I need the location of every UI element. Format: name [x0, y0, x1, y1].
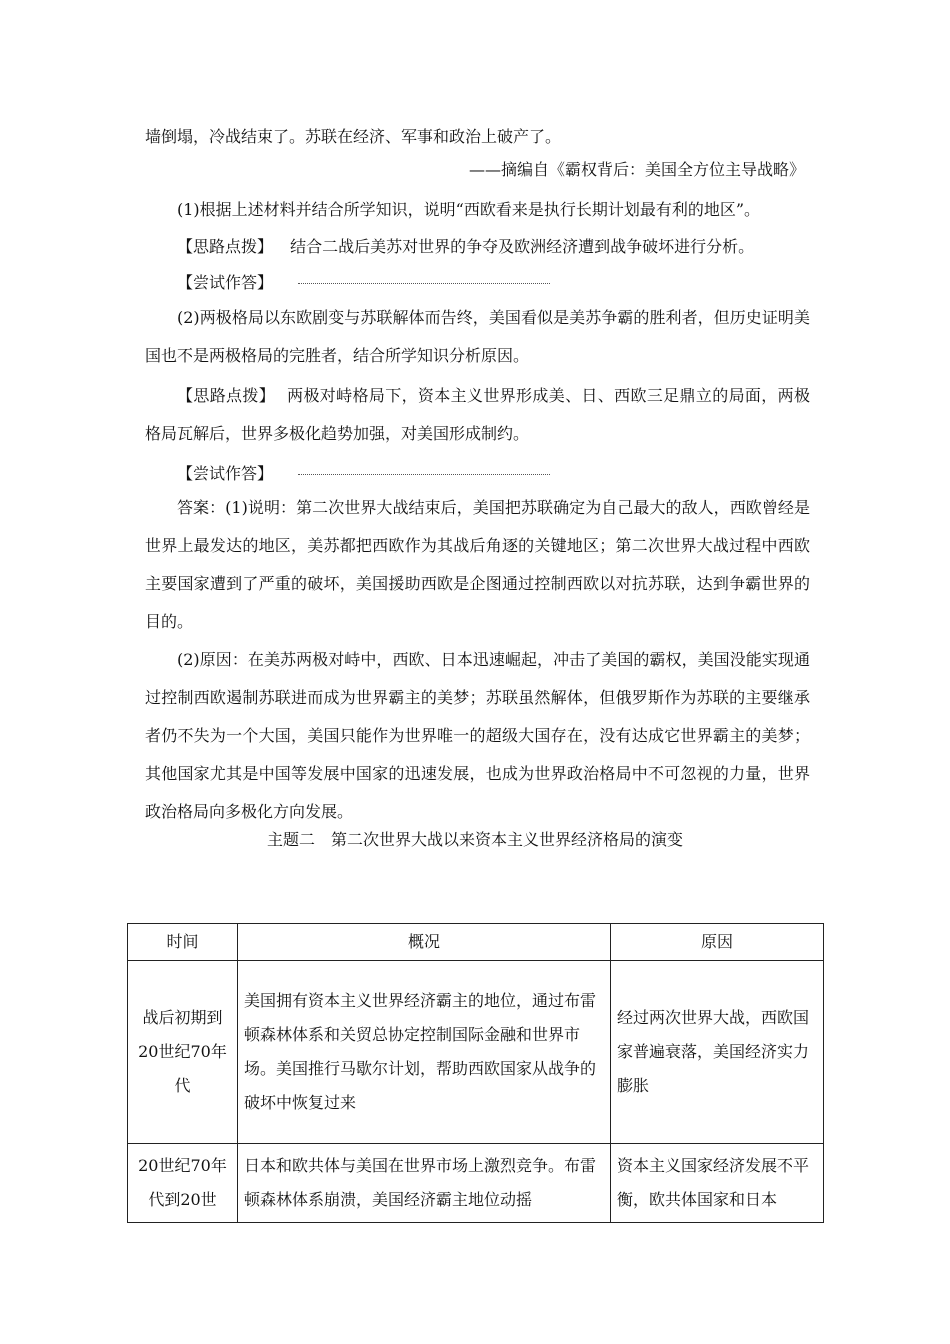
hint-1-label: 【思路点拨】	[177, 237, 274, 256]
attempt-2	[177, 463, 550, 485]
topic-title: 主题二 第二次世界大战以来资本主义世界经济格局的演变	[266, 830, 683, 849]
cell-overview: 美国拥有资本主义世界经济霸主的地位，通过布雷顿森林体系和关贸总协定控制国际金融和世界市场。美国推行马歇尔计划，帮助西欧国家从战争的破坏中恢复过来	[238, 961, 611, 1144]
table-row	[128, 1144, 824, 1223]
attempt-2-label: 【尝试作答】	[177, 464, 274, 483]
hint-2-label: 【思路点拨】	[177, 386, 276, 405]
attempt-1-label: 【尝试作答】	[177, 273, 274, 292]
cell-reason: 经过两次世界大战，西欧国家普遍衰落，美国经济实力膨胀	[611, 961, 824, 1144]
attempt-1	[177, 272, 550, 294]
answer-1: 答案：(1)说明：第二次世界大战结束后，美国把苏联确定为自己最大的敌人，西欧曾经是世界上最发达的地区，美苏都把西欧作为其战后角逐的关键地区；第二次世界大战过程中西欧主要国家遭到了严重的破坏，美国援助西欧是企图通过控制西欧以对抗苏联，达到争霸世界的目的。	[145, 498, 810, 631]
material-continuation: 墙倒塌，冷战结束了。苏联在经济、军事和政治上破产了。	[145, 127, 562, 146]
header-reason: 原因	[611, 924, 824, 961]
economic-pattern-table	[127, 923, 824, 1223]
cell-time: 20世纪70年代到20世	[128, 1144, 238, 1223]
table-row	[128, 961, 824, 1144]
header-overview: 概况	[238, 924, 611, 961]
hint-2-text: 两极对峙格局下，资本主义世界形成美、日、西欧三足鼎立的局面，两极格局瓦解后，世界多极化趋势加强，对美国形成制约。	[145, 386, 810, 443]
hint-1	[177, 236, 754, 258]
answer-2: (2)原因：在美苏两极对峙中，西欧、日本迅速崛起，冲击了美国的霸权，美国没能实现通过控制西欧遏制苏联进而成为世界霸主的美梦；苏联虽然解体，但俄罗斯作为苏联的主要继承者仍不失为一个大国，美国只能作为世界唯一的超级大国存在，没有达成它世界霸主的美梦；其他国家尤其是中国等发展中国家的迅速发展，也成为世界政治格局中不可忽视的力量，世界政治格局向多极化方向发展。	[145, 650, 810, 821]
material-source: ——摘编自《霸权背后：美国全方位主导战略》	[468, 160, 805, 179]
cell-overview: 日本和欧共体与美国在世界市场上激烈竞争。布雷顿森林体系崩溃，美国经济霸主地位动摇	[238, 1144, 611, 1223]
cell-reason: 资本主义国家经济发展不平衡，欧共体国家和日本	[611, 1144, 824, 1223]
header-time: 时间	[128, 924, 238, 961]
hint-2	[145, 377, 810, 453]
cell-time: 战后初期到20世纪70年代	[128, 961, 238, 1144]
question-2: (2)两极格局以东欧剧变与苏联解体而告终，美国看似是美苏争霸的胜利者，但历史证明美国也不是两极格局的完胜者，结合所学知识分析原因。	[145, 308, 810, 365]
answer-blank-1[interactable]	[298, 283, 550, 284]
question-1: (1)根据上述材料并结合所学知识，说明“西欧看来是执行长期计划最有利的地区”。	[177, 200, 761, 219]
table-header-row	[128, 924, 824, 961]
hint-1-text: 结合二战后美苏对世界的争夺及欧洲经济遭到战争破坏进行分析。	[290, 237, 755, 256]
answer-blank-2[interactable]	[298, 474, 550, 475]
